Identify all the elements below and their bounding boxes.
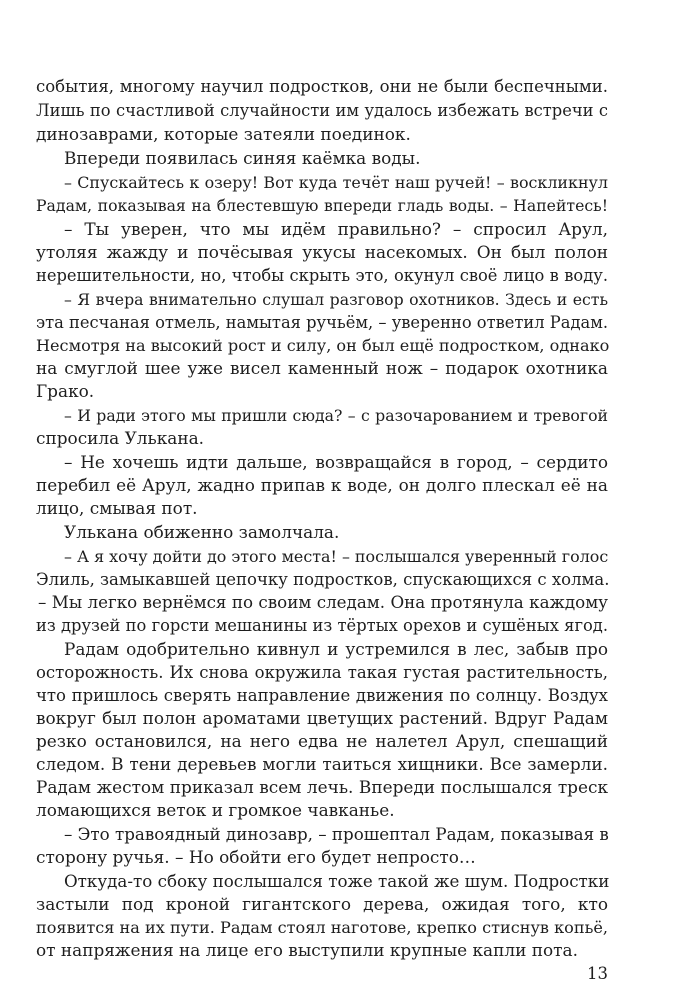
text-line: перебил её Арул, жадно припав к воде, он долго плескал её на: [36, 475, 608, 495]
text-line: – И ради этого мы пришли сюда? – с разочарованием и тревогой: [64, 406, 608, 425]
text-line: события, многому научил подростков, они не были беспечными.: [36, 77, 608, 96]
text-line: динозаврами, которые затеяли поединок.: [36, 124, 411, 144]
text-line: Грако.: [36, 381, 95, 401]
text-line: Элиль, замыкавшей цепочку подростков, спускающихся с холма.: [36, 570, 610, 589]
text-line: утоляя жажду и почёсывая укусы насекомых. Он был полон: [36, 242, 608, 262]
text-line: – Спускайтесь к озеру! Вот куда течёт наш ручей! – воскликнул: [64, 173, 608, 192]
text-line: Впереди появилась синяя каёмка воды.: [64, 148, 421, 168]
text-line: из друзей по горсти мешанины из тёртых орехов и сушёных ягод.: [36, 616, 608, 635]
text-line: Радам жестом приказал всем лечь. Впереди послышался треск: [36, 777, 608, 797]
text-line: Радам одобрительно кивнул и устремился в лес, забыв про: [64, 639, 608, 659]
text-line: резко остановился, на него едва не налетел Арул, спешащий: [36, 731, 608, 751]
text-line: – Я вчера внимательно слушал разговор охотников. Здесь и есть: [64, 290, 608, 309]
text-line: – Не хочешь идти дальше, возвращайся в город, – сердито: [64, 452, 608, 472]
text-line: эта песчаная отмель, намытая ручьём, – уверенно ответил Радам.: [36, 313, 609, 332]
text-line: лицо, смывая пот.: [36, 498, 198, 518]
text-line: осторожность. Их снова окружила такая густая растительность,: [36, 663, 608, 682]
text-line: Несмотря на высокий рост и силу, он был ещё подростком, однако: [36, 336, 610, 355]
text-line: на смуглой шее уже висел каменный нож – подарок охотника: [36, 358, 608, 378]
text-line: появится на их пути. Радам стоял наготове, крепко стиснув копьё,: [36, 918, 608, 937]
text-line: вокруг был полон ароматами цветущих растений. Вдруг Радам: [36, 708, 608, 728]
text-line: – Мы легко вернёмся по своим следам. Она протянула каждому: [38, 592, 608, 612]
text-line: – А я хочу дойти до этого места! – послышался уверенный голос: [64, 547, 609, 566]
text-line: Улькана обиженно замолчала.: [64, 522, 340, 542]
text-line: следом. В тени деревьев могли таиться хищники. Все замерли.: [36, 754, 608, 774]
text-line: что пришлось сверять направление движения по солнцу. Воздух: [36, 686, 608, 705]
text-line: Лишь по счастливой случайности им удалось избежать встречи с: [36, 101, 608, 120]
text-line: Откуда-то сбоку послышался тоже такой же шум. Подростки: [64, 871, 610, 891]
text-line: – Ты уверен, что мы идём правильно? – спросил Арул,: [64, 219, 608, 239]
text-line: нерешительности, но, чтобы скрыть это, окунул своё лицо в воду.: [36, 266, 608, 285]
page-number: 13: [587, 964, 608, 983]
text-line: сторону ручья. – Но обойти его будет непросто…: [36, 847, 476, 867]
text-line: застыли под кроной гигантского дерева, ожидая того, кто: [36, 894, 608, 914]
text-line: спросила Улькана.: [36, 428, 205, 448]
text-line: от напряжения на лице его выступили крупные капли пота.: [36, 940, 578, 960]
text-line: Радам, показывая на блестевшую впереди гладь воды. – Напейтесь!: [36, 196, 608, 215]
text-line: – Это травоядный динозавр, – прошептал Радам, показывая в: [64, 824, 609, 844]
text-line: ломающихся веток и громкое чавканье.: [36, 800, 395, 820]
